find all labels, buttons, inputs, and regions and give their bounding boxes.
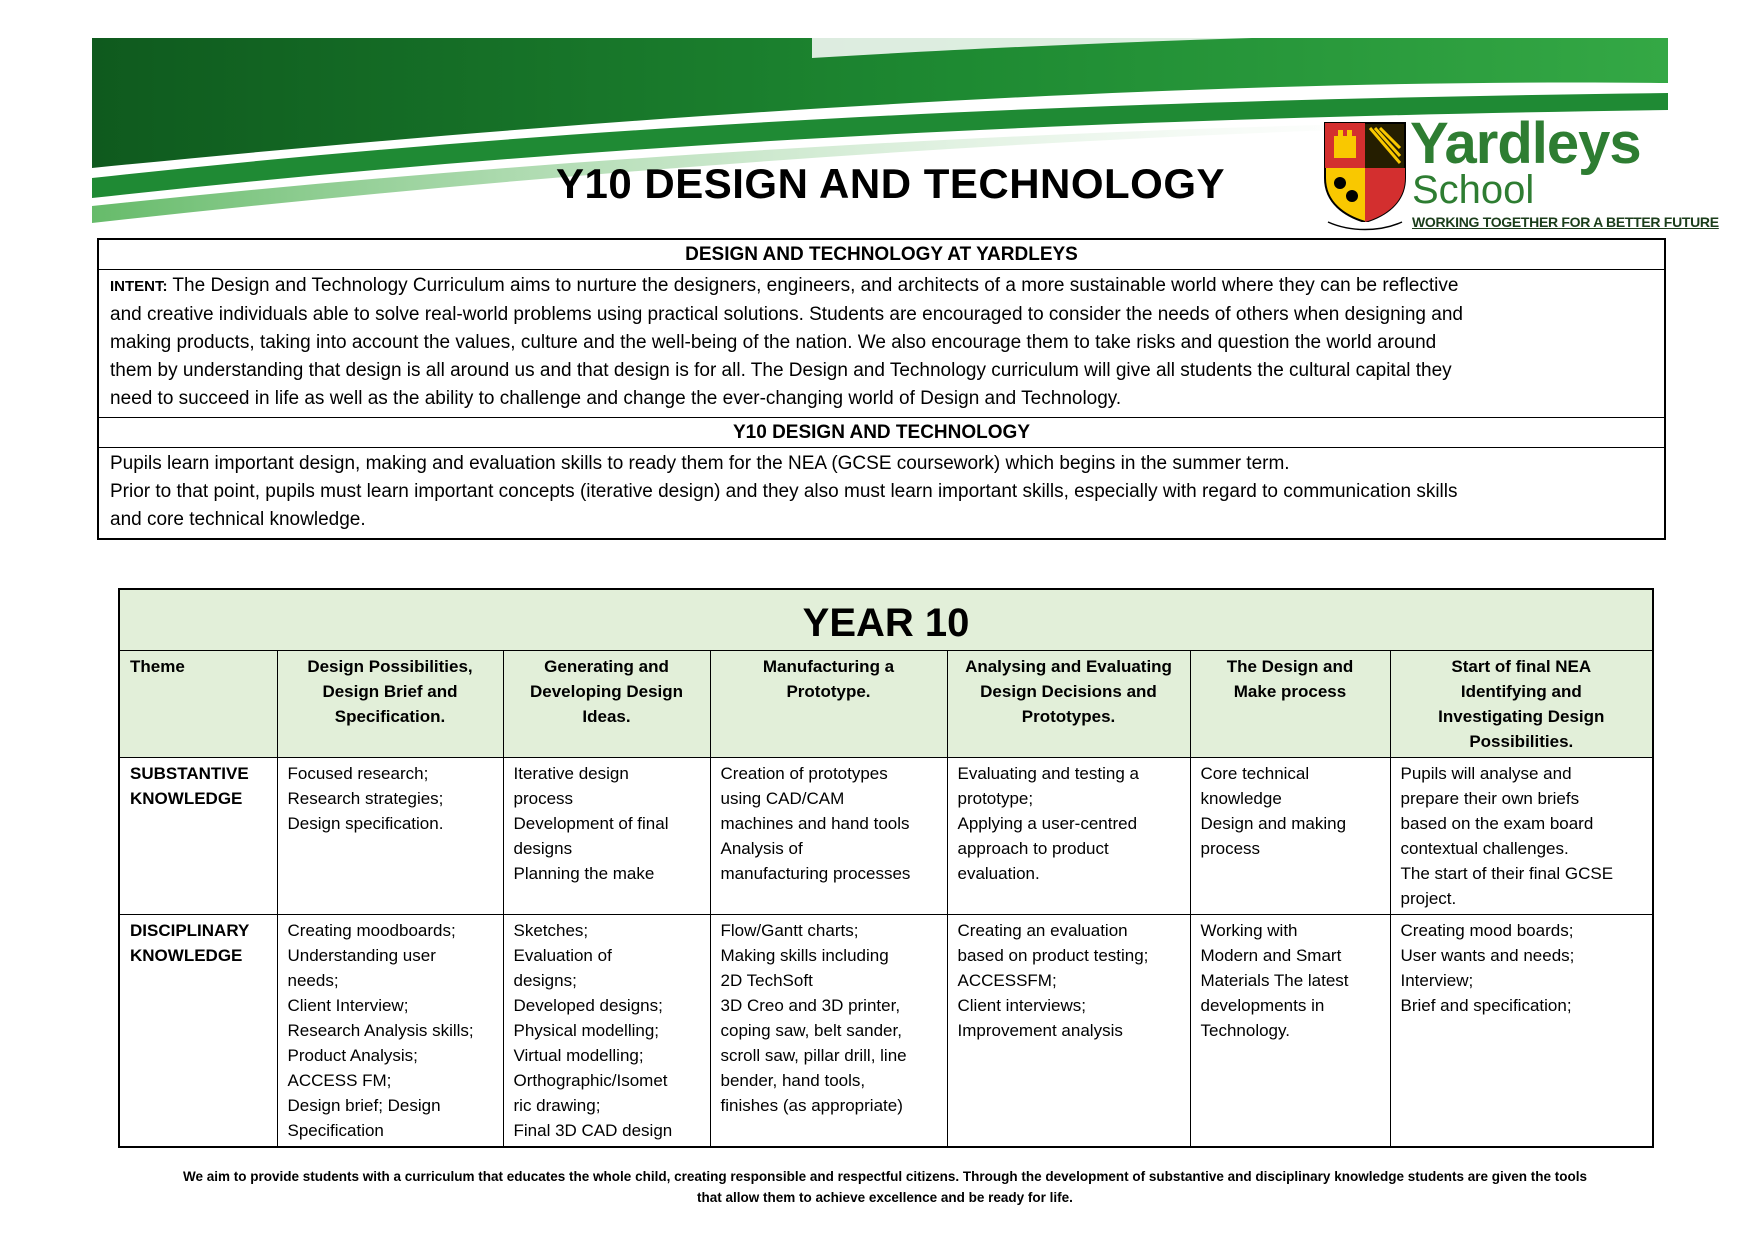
row-label-line: SUBSTANTIVE bbox=[130, 764, 249, 783]
theme-header-cell bbox=[710, 651, 947, 758]
intent-paragraph bbox=[99, 270, 1664, 418]
intent-label: INTENT: bbox=[110, 278, 168, 295]
school-crest-icon bbox=[1320, 118, 1410, 233]
row-label-line: DISCIPLINARY bbox=[130, 921, 250, 940]
cell-line: Creating an evaluation bbox=[957, 921, 1128, 940]
cell-line: Developed designs; bbox=[513, 996, 663, 1015]
cell-line: Making skills including bbox=[720, 946, 889, 965]
cell-line: process bbox=[513, 789, 574, 808]
theme-header-line: Identifying and bbox=[1460, 682, 1582, 701]
cell-line: approach to product bbox=[957, 839, 1109, 858]
theme-header-line: Design Decisions and bbox=[980, 682, 1157, 701]
cell-line: based on product testing; bbox=[957, 946, 1149, 965]
table-cell bbox=[947, 915, 1190, 1148]
cell-line: manufacturing processes bbox=[720, 864, 911, 883]
table-cell bbox=[1390, 758, 1653, 915]
cell-line: knowledge bbox=[1200, 789, 1282, 808]
school-logo bbox=[1320, 111, 1719, 238]
cell-line: Specification bbox=[287, 1121, 384, 1140]
cell-line: ric drawing; bbox=[513, 1096, 601, 1115]
cell-line: Design specification. bbox=[287, 814, 444, 833]
cell-line: Core technical bbox=[1200, 764, 1310, 783]
theme-label: Theme bbox=[119, 651, 277, 758]
table-cell bbox=[1390, 915, 1653, 1148]
footer-line: that allow them to achieve excellence and be ready for life. bbox=[697, 1190, 1073, 1205]
theme-header-line: Design Possibilities, bbox=[307, 657, 473, 676]
row-label-line: KNOWLEDGE bbox=[130, 946, 243, 965]
table-cell bbox=[1190, 915, 1390, 1148]
cell-line: Client Interview; bbox=[287, 996, 409, 1015]
curriculum-table bbox=[118, 588, 1654, 1148]
table-cell bbox=[1190, 758, 1390, 915]
cell-line: Pupils will analyse and bbox=[1400, 764, 1572, 783]
cell-line: finishes (as appropriate) bbox=[720, 1096, 903, 1115]
intent-text: The Design and Technology Curriculum aims to nurture the designers, engineers, and architects of a more sustainable world where they can be reflective bbox=[167, 275, 1459, 296]
theme-header-line: Prototypes. bbox=[1021, 707, 1116, 726]
intent-line: making products, taking into account the values, culture and the well-being of the nation. We also encourage them to take risks and question the world around bbox=[110, 332, 1437, 353]
school-tagline: WORKING TOGETHER FOR A BETTER FUTURE bbox=[1412, 214, 1719, 230]
theme-header-line: Manufacturing a bbox=[762, 657, 895, 676]
theme-header-cell bbox=[277, 651, 503, 758]
cell-line: The start of their final GCSE bbox=[1400, 864, 1614, 883]
theme-header-line: Possibilities. bbox=[1469, 732, 1574, 751]
theme-header-line: Investigating Design bbox=[1438, 707, 1605, 726]
cell-line: Research Analysis skills; bbox=[287, 1021, 474, 1040]
theme-row bbox=[119, 651, 1653, 758]
intent-line: and creative individuals able to solve real-world problems using practical solutions. Students are encouraged to consider the needs of others when designing and bbox=[110, 304, 1463, 325]
footer-line: We aim to provide students with a curriculum that educates the whole child, creating responsible and respectful citizens. Through the development of substantive and disciplinary knowledge students are given the tools bbox=[182, 1169, 1587, 1184]
table-row bbox=[119, 915, 1653, 1148]
cell-line: evaluation. bbox=[957, 864, 1040, 883]
cell-line: Materials The latest bbox=[1200, 971, 1349, 990]
cell-line: Client interviews; bbox=[957, 996, 1086, 1015]
theme-header-line: Generating and bbox=[544, 657, 669, 676]
row-label bbox=[119, 758, 277, 915]
cell-line: prototype; bbox=[957, 789, 1034, 808]
theme-header-line: Make process bbox=[1233, 682, 1347, 701]
cell-line: Creation of prototypes bbox=[720, 764, 888, 783]
cell-line: Design and making bbox=[1200, 814, 1347, 833]
row-label bbox=[119, 915, 277, 1148]
cell-line: Physical modelling; bbox=[513, 1021, 660, 1040]
cell-line: Flow/Gantt charts; bbox=[720, 921, 859, 940]
theme-header-line: The Design and bbox=[1226, 657, 1354, 676]
cell-line: contextual challenges. bbox=[1400, 839, 1569, 858]
cell-line: project. bbox=[1400, 889, 1457, 908]
school-name-line2: School bbox=[1412, 168, 1535, 212]
cell-line: Modern and Smart bbox=[1200, 946, 1342, 965]
year-title: YEAR 10 bbox=[119, 589, 1653, 651]
cell-line: ACCESS FM; bbox=[287, 1071, 392, 1090]
cell-line: prepare their own briefs bbox=[1400, 789, 1580, 808]
cell-line: Interview; bbox=[1400, 971, 1474, 990]
cell-line: based on the exam board bbox=[1400, 814, 1594, 833]
page-title: Y10 DESIGN AND TECHNOLOGY bbox=[556, 160, 1226, 207]
intent-line: need to succeed in life as well as the ability to challenge and change the ever-changing world of Design and Technology. bbox=[110, 388, 1122, 409]
cell-line: using CAD/CAM bbox=[720, 789, 845, 808]
table-cell bbox=[503, 915, 710, 1148]
cell-line: Applying a user-centred bbox=[957, 814, 1138, 833]
table-cell bbox=[710, 758, 947, 915]
theme-header-line: Ideas. bbox=[582, 707, 631, 726]
footer-statement bbox=[118, 1166, 1652, 1208]
cell-line: Final 3D CAD design bbox=[513, 1121, 673, 1140]
table-cell bbox=[277, 915, 503, 1148]
cell-line: Product Analysis; bbox=[287, 1046, 418, 1065]
cell-line: Virtual modelling; bbox=[513, 1046, 644, 1065]
theme-header-line: Developing Design bbox=[529, 682, 684, 701]
y10-line: Prior to that point, pupils must learn important concepts (iterative design) and they also must learn important skills, especially with regard to communication skills bbox=[110, 481, 1458, 502]
cell-line: Improvement analysis bbox=[957, 1021, 1123, 1040]
cell-line: Evaluating and testing a bbox=[957, 764, 1139, 783]
cell-line: Planning the make bbox=[513, 864, 655, 883]
cell-line: Design brief; Design bbox=[287, 1096, 441, 1115]
cell-line: 2D TechSoft bbox=[720, 971, 813, 990]
theme-header-line: Start of final NEA bbox=[1451, 657, 1592, 676]
cell-line: machines and hand tools bbox=[720, 814, 910, 833]
y10-line: and core technical knowledge. bbox=[110, 509, 366, 530]
cell-line: ACCESSFM; bbox=[957, 971, 1057, 990]
cell-line: Iterative design bbox=[513, 764, 629, 783]
intro-box bbox=[97, 238, 1666, 540]
y10-heading: Y10 DESIGN AND TECHNOLOGY bbox=[99, 418, 1664, 448]
theme-header-cell bbox=[503, 651, 710, 758]
theme-header-cell bbox=[947, 651, 1190, 758]
theme-header-line: Prototype. bbox=[786, 682, 871, 701]
table-cell bbox=[947, 758, 1190, 915]
intent-line: them by understanding that design is all around us and that design is for all. The Design and Technology curriculum will give all students the cultural capital they bbox=[110, 360, 1452, 381]
y10-line: Pupils learn important design, making and evaluation skills to ready them for the NEA (GCSE coursework) which begins in the summer term. bbox=[110, 453, 1290, 474]
cell-line: developments in bbox=[1200, 996, 1325, 1015]
cell-line: 3D Creo and 3D printer, bbox=[720, 996, 901, 1015]
cell-line: Understanding user bbox=[287, 946, 436, 965]
cell-line: needs; bbox=[287, 971, 339, 990]
cell-line: Development of final bbox=[513, 814, 669, 833]
cell-line: Analysis of bbox=[720, 839, 803, 858]
cell-line: coping saw, belt sander, bbox=[720, 1021, 902, 1040]
y10-paragraph bbox=[99, 448, 1664, 538]
row-label-line: KNOWLEDGE bbox=[130, 789, 243, 808]
cell-line: designs; bbox=[513, 971, 577, 990]
intro-heading: DESIGN AND TECHNOLOGY AT YARDLEYS bbox=[99, 240, 1664, 270]
cell-line: Technology. bbox=[1200, 1021, 1290, 1040]
cell-line: designs bbox=[513, 839, 573, 858]
cell-line: Focused research; bbox=[287, 764, 429, 783]
cell-line: Creating moodboards; bbox=[287, 921, 456, 940]
theme-header-line: Specification. bbox=[334, 707, 446, 726]
theme-header-cell bbox=[1390, 651, 1653, 758]
cell-line: scroll saw, pillar drill, line bbox=[720, 1046, 907, 1065]
intent-line bbox=[110, 272, 1654, 301]
cell-line: User wants and needs; bbox=[1400, 946, 1575, 965]
theme-header-line: Analysing and Evaluating bbox=[965, 657, 1172, 676]
cell-line: Research strategies; bbox=[287, 789, 444, 808]
cell-line: Evaluation of bbox=[513, 946, 612, 965]
school-name-line1: Yardleys bbox=[1410, 111, 1641, 176]
table-cell bbox=[277, 758, 503, 915]
table-cell bbox=[503, 758, 710, 915]
table-row bbox=[119, 758, 1653, 915]
cell-line: Working with bbox=[1200, 921, 1298, 940]
cell-line: Sketches; bbox=[513, 921, 589, 940]
cell-line: bender, hand tools, bbox=[720, 1071, 866, 1090]
theme-header-line: Design Brief and bbox=[322, 682, 458, 701]
cell-line: Creating mood boards; bbox=[1400, 921, 1574, 940]
table-cell bbox=[710, 915, 947, 1148]
theme-header-cell bbox=[1190, 651, 1390, 758]
cell-line: Orthographic/Isomet bbox=[513, 1071, 668, 1090]
cell-line: process bbox=[1200, 839, 1261, 858]
cell-line: Brief and specification; bbox=[1400, 996, 1572, 1015]
